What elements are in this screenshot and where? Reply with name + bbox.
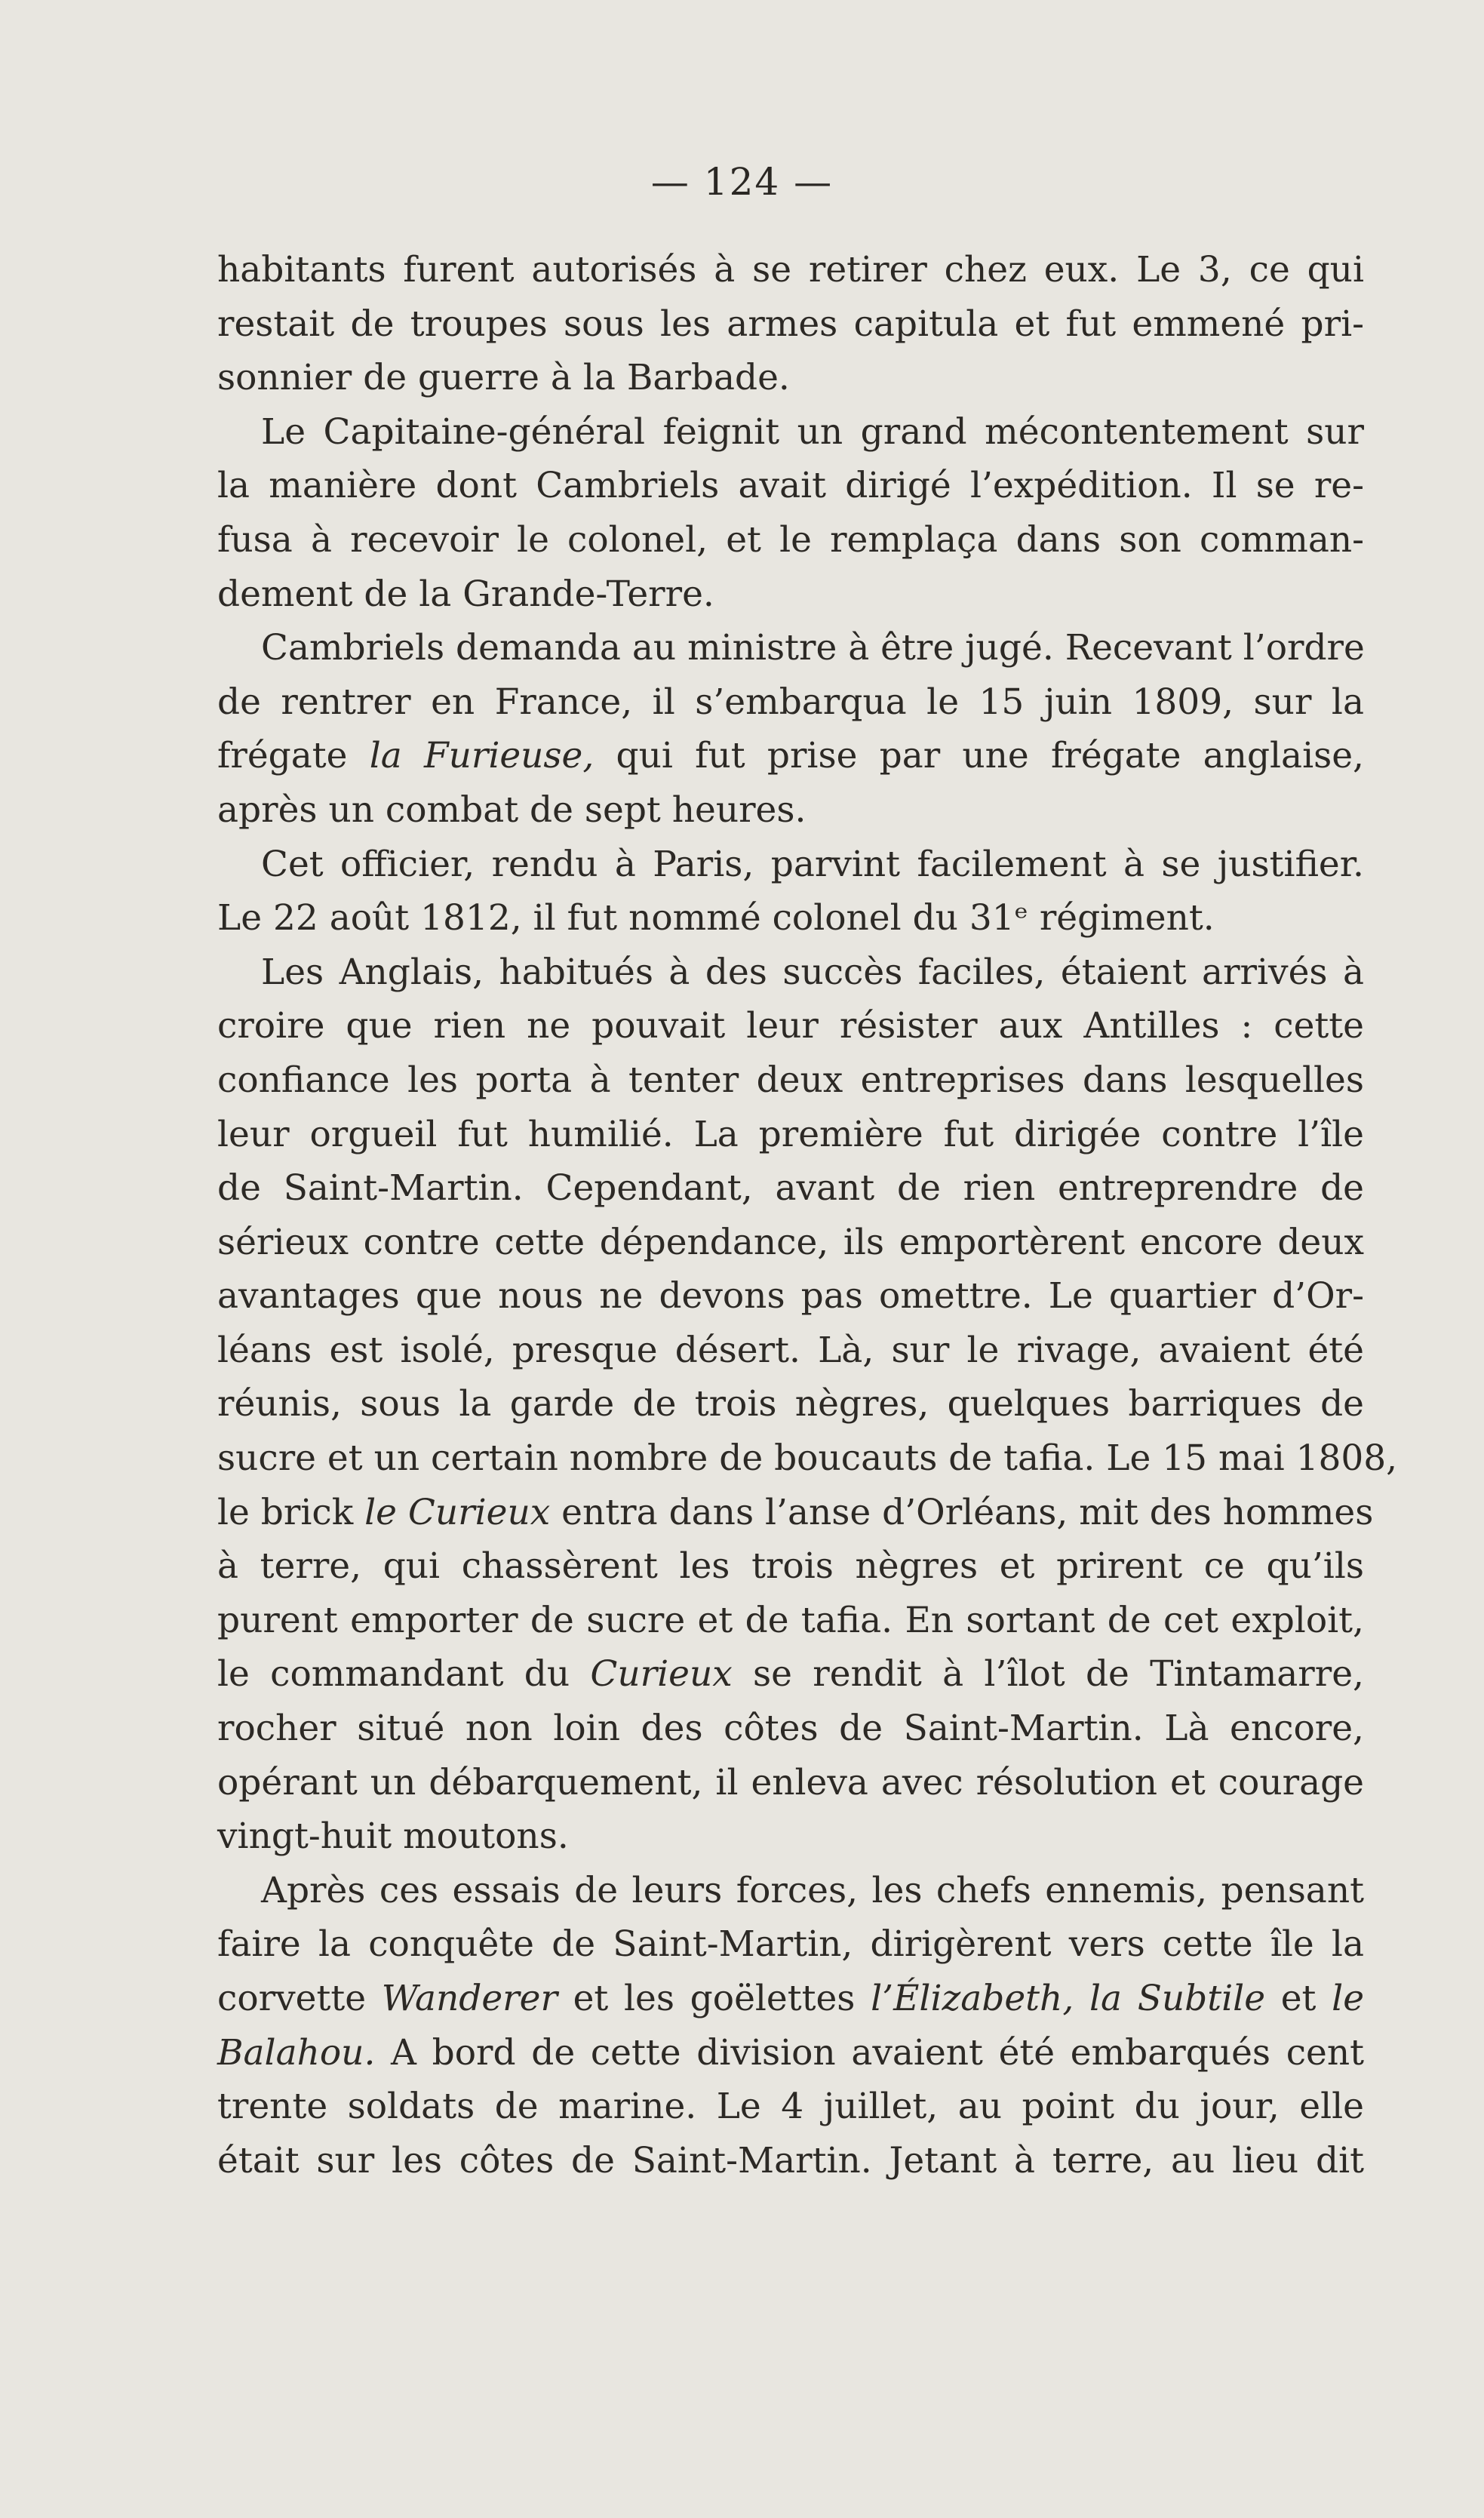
text-segment: de Saint-Martin. Cependant, avant de rien entreprendre de: [217, 1167, 1364, 1210]
text-segment: à terre, qui chassèrent les trois nègres et prirent ce qu’ils: [217, 1545, 1364, 1588]
italic-text: la Furieuse,: [369, 735, 595, 777]
text-segment: entra dans l’anse d’Orléans, mit des hommes: [550, 1491, 1374, 1533]
text-segment: croire que rien ne pouvait leur résister aux Antilles : cette: [217, 1005, 1364, 1047]
text-line: [217, 675, 1364, 730]
text-segment: de rentrer en France, il s’embarqua le 15 juin 1809, sur la: [217, 681, 1364, 723]
text-line: [217, 621, 1364, 675]
text-line: [217, 1053, 1364, 1108]
text-line: [217, 1702, 1364, 1756]
text-line: [217, 1972, 1364, 2026]
page-number: — 124 —: [650, 160, 834, 204]
text-line: [217, 1539, 1364, 1594]
text-segment: le commandant du: [217, 1653, 591, 1696]
italic-text: l’Élizabeth, la Subtile: [871, 1978, 1266, 2019]
text-segment: le brick: [217, 1491, 365, 1533]
text-segment: fusa à recevoir le colonel, et le remplaça dans son comman-: [217, 518, 1364, 561]
text-line: [217, 1377, 1364, 1431]
text-segment: Cambriels demanda au ministre à être jugé. Recevant l’ordre: [261, 627, 1365, 669]
text-segment: faire la conquête de Saint-Martin, dirigèrent vers cette île la: [217, 1923, 1364, 1966]
text-segment: et: [1265, 1978, 1332, 2019]
text-line: [217, 1161, 1364, 1216]
text-segment: la manière dont Cambriels avait dirigé l’expédition. Il se re-: [217, 465, 1364, 507]
text-line: [217, 1647, 1364, 1702]
text-line: [217, 2080, 1364, 2134]
text-line: [217, 1269, 1364, 1324]
text-segment: opérant un débarquement, il enleva avec résolution et courage: [217, 1761, 1364, 1803]
text-segment: sonnier de guerre à la Barbade.: [217, 357, 790, 399]
text-line: [217, 838, 1364, 892]
text-segment: habitants furent autorisés à se retirer chez eux. Le 3, ce qui: [217, 249, 1364, 291]
text-segment: purent emporter de sucre et de tafia. En sortant de cet exploit,: [217, 1599, 1364, 1641]
text-line: [217, 1756, 1364, 1810]
text-segment: Le Capitaine-général feignit un grand mécontentement sur: [261, 410, 1364, 453]
text-segment: restait de troupes sous les armes capitula et fut emmené pri-: [217, 303, 1364, 345]
text-line: [217, 783, 1364, 838]
text-line: [217, 729, 1364, 783]
text-line: [217, 2134, 1364, 2188]
text-segment: dement de la Grande-Terre.: [217, 573, 714, 615]
text-segment: vingt-huit moutons.: [217, 1815, 569, 1858]
italic-text: Balahou.: [217, 2031, 376, 2074]
text-line: [217, 243, 1364, 297]
text-segment: était sur les côtes de Saint-Martin. Jetant à terre, au lieu dit: [217, 2139, 1364, 2181]
text-line: [217, 945, 1364, 1000]
text-segment: rocher situé non loin des côtes de Saint-Martin. Là encore,: [217, 1708, 1364, 1750]
text-line: [217, 1431, 1398, 1486]
text-segment: A bord de cette division avaient été embarqués cent: [375, 2031, 1364, 2074]
italic-text: Wanderer: [381, 1978, 558, 2019]
body-text: [217, 243, 1398, 2187]
text-segment: trente soldats de marine. Le 4 juillet, au point du jour, elle: [217, 2086, 1364, 2128]
text-segment: leur orgueil fut humilié. La première fut dirigée contre l’île: [217, 1113, 1364, 1155]
text-line: [217, 1486, 1374, 1540]
text-line: [217, 1216, 1364, 1270]
text-line: [217, 891, 1364, 945]
text-segment: corvette: [217, 1978, 382, 2019]
text-segment: frégate: [217, 735, 370, 777]
italic-text: Curieux: [590, 1653, 733, 1696]
text-line: [217, 459, 1364, 513]
text-segment: avantages que nous ne devons pas omettre. Le quartier d’Or-: [217, 1275, 1364, 1317]
text-segment: sucre et un certain nombre de boucauts de tafia. Le 15 mai 1808,: [217, 1437, 1398, 1480]
text-line: [217, 999, 1364, 1053]
text-line: [217, 405, 1364, 460]
text-segment: sérieux contre cette dépendance, ils emportèrent encore deux: [217, 1221, 1364, 1263]
text-line: [217, 1809, 1364, 1864]
text-segment: et les goëlettes: [557, 1978, 871, 2019]
text-line: [217, 2026, 1364, 2080]
text-line: [217, 351, 1364, 405]
text-line: [217, 567, 1364, 622]
text-line: [217, 1864, 1364, 1918]
text-line: [217, 1917, 1364, 1972]
text-segment: Les Anglais, habitués à des succès faciles, étaient arrivés à: [261, 951, 1364, 993]
text-segment: qui fut prise par une frégate anglaise,: [594, 735, 1364, 777]
text-segment: après un combat de sept heures.: [217, 789, 807, 831]
text-segment: Le 22 août 1812, il fut nommé colonel du 31ᵉ régiment.: [217, 897, 1215, 939]
italic-text: le: [1332, 1978, 1365, 2019]
text-line: [217, 1324, 1364, 1378]
text-line: [217, 1594, 1364, 1648]
text-segment: se rendit à l’îlot de Tintamarre,: [732, 1653, 1364, 1696]
text-segment: confiance les porta à tenter deux entreprises dans lesquelles: [217, 1059, 1364, 1101]
text-segment: Après ces essais de leurs forces, les chefs ennemis, pensant: [261, 1869, 1364, 1911]
text-segment: léans est isolé, presque désert. Là, sur le rivage, avaient été: [217, 1329, 1364, 1371]
italic-text: le Curieux: [364, 1491, 551, 1533]
text-segment: Cet officier, rendu à Paris, parvint facilement à se justifier.: [261, 843, 1364, 885]
text-line: [217, 1108, 1364, 1162]
text-segment: réunis, sous la garde de trois nègres, quelques barriques de: [217, 1383, 1364, 1425]
text-line: [217, 297, 1364, 352]
text-line: [217, 513, 1364, 567]
